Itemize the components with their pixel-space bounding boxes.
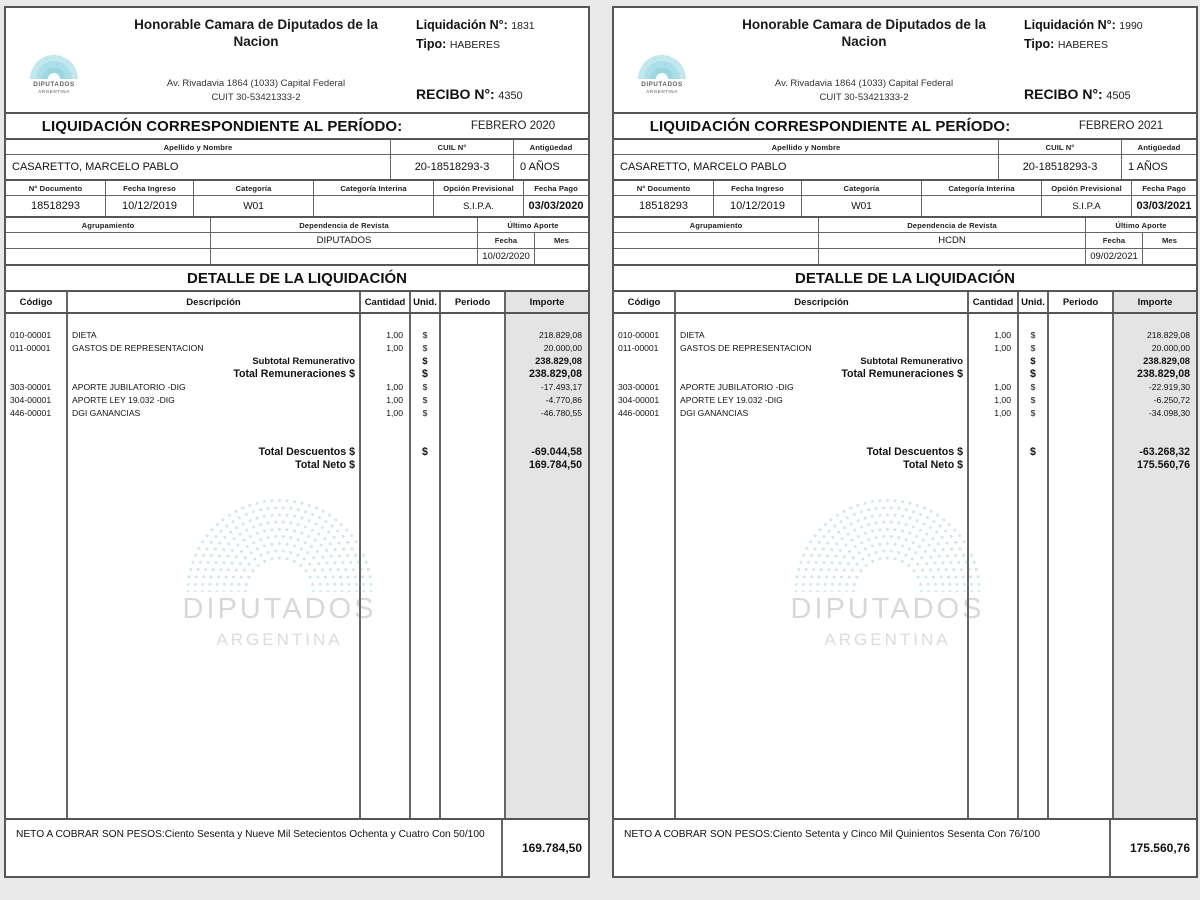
header-center bbox=[710, 8, 1018, 112]
detail-cell-descripcion: DGI GANANCIAS bbox=[680, 407, 749, 418]
label-dependencia: Dependencia de Revista bbox=[819, 218, 1086, 232]
value-aporte-fecha: 10/02/2020 bbox=[478, 249, 535, 264]
detail-cell-codigo: 011-00001 bbox=[618, 342, 659, 353]
detail-banner: DETALLE DE LA LIQUIDACIÓN bbox=[614, 266, 1196, 292]
column-codigo bbox=[614, 314, 676, 818]
detail-cell-descripcion: Total Remuneraciones $ bbox=[841, 367, 963, 380]
detail-cell-periodo bbox=[1049, 445, 1112, 458]
detail-cell-importe: -46.780,55 bbox=[540, 407, 582, 418]
value-categoria: W01 bbox=[802, 196, 922, 216]
label-categoria-interina: Categoría Interina bbox=[314, 181, 434, 195]
recibo-label: RECIBO N°: bbox=[416, 86, 495, 102]
detail-cell-periodo bbox=[1049, 354, 1112, 367]
label-apellido-nombre: Apellido y Nombre bbox=[614, 140, 999, 154]
detail-cell-cantidad: 1,00 bbox=[994, 329, 1011, 340]
detail-cell-unidad: $ bbox=[422, 329, 428, 340]
label-agrupamiento: Agrupamiento bbox=[614, 218, 819, 232]
detail-cell-importe: 218.829,08 bbox=[538, 329, 582, 340]
label-ultimo-aporte: Último Aporte bbox=[1115, 220, 1167, 230]
detail-cell-periodo bbox=[1049, 341, 1112, 354]
column-periodo bbox=[441, 314, 506, 818]
label-antiguedad: Antigüedad bbox=[529, 142, 573, 152]
detail-cell-cantidad bbox=[361, 458, 409, 471]
value-cuil: 20-18518293-3 bbox=[999, 155, 1122, 179]
detail-table-body bbox=[6, 314, 588, 820]
detail-table-header bbox=[6, 292, 588, 314]
label-fecha-pago: Fecha Pago bbox=[1142, 183, 1186, 193]
column-periodo bbox=[1049, 314, 1114, 818]
detail-cell-periodo bbox=[441, 458, 504, 471]
watermark-line-1: DIPUTADOS bbox=[182, 593, 377, 625]
detail-cell-unidad bbox=[1019, 458, 1047, 471]
detail-cell-unidad: $ bbox=[1030, 355, 1036, 366]
value-aporte-fecha: 09/02/2021 bbox=[1086, 249, 1143, 264]
detail-cell-importe: -4.770,86 bbox=[545, 394, 582, 405]
label-antiguedad: Antigüedad bbox=[1137, 142, 1181, 152]
detail-cell-descripcion: Total Descuentos $ bbox=[866, 445, 963, 458]
detail-cell-codigo bbox=[614, 367, 674, 380]
detail-cell-unidad: $ bbox=[1030, 381, 1036, 392]
label-opcion-previsional: Opción Previsional bbox=[434, 181, 524, 195]
payslip-document-2 bbox=[612, 6, 1198, 878]
address-line-1: Av. Rivadavia 1864 (1033) Capital Federal bbox=[774, 78, 954, 90]
detail-cell-cantidad bbox=[969, 458, 1017, 471]
value-apellido-nombre: CASARETTO, MARCELO PABLO bbox=[6, 155, 391, 179]
header-center bbox=[102, 8, 410, 112]
detail-cell-importe: -22.919,30 bbox=[1148, 381, 1190, 392]
detail-cell-codigo: 010-00001 bbox=[618, 329, 660, 340]
document-value-row bbox=[614, 196, 1196, 218]
detail-cell-cantidad bbox=[969, 445, 1017, 458]
detail-cell-codigo: 303-00001 bbox=[10, 381, 52, 392]
detail-cell-periodo bbox=[441, 380, 504, 393]
footer-amount-in-words: NETO A COBRAR SON PESOS:Ciento Sesenta y Nueve Mil Setecientos Ochenta y Cuatro Con 50/100 bbox=[6, 820, 503, 876]
label-agrupamiento: Agrupamiento bbox=[6, 218, 211, 232]
value-categoria-interina bbox=[922, 196, 1042, 216]
spacer-dependencia bbox=[211, 249, 478, 264]
header-unidad: Unid. bbox=[411, 292, 441, 312]
detail-cell-descripcion: APORTE JUBILATORIO -DIG bbox=[72, 381, 186, 392]
header-logo bbox=[6, 8, 102, 112]
liquidacion-value: 1990 bbox=[1119, 20, 1143, 32]
detail-cell-periodo bbox=[441, 341, 504, 354]
detail-cell-importe: 238.829,08 bbox=[1143, 355, 1190, 366]
period-value: FEBRERO 2021 bbox=[1078, 120, 1164, 132]
value-fecha-ingreso: 10/12/2019 bbox=[714, 196, 802, 216]
detail-banner: DETALLE DE LA LIQUIDACIÓN bbox=[6, 266, 588, 292]
period-banner bbox=[614, 114, 1196, 140]
detail-cell-importe: 218.829,08 bbox=[1146, 329, 1190, 340]
period-banner bbox=[6, 114, 588, 140]
period-value: FEBRERO 2020 bbox=[470, 120, 556, 132]
detail-cell-descripcion: Subtotal Remunerativo bbox=[252, 355, 355, 366]
liquidacion-label: Liquidación N°: bbox=[1024, 18, 1116, 32]
diputados-arch-logo-icon bbox=[26, 33, 82, 79]
detail-cell-codigo bbox=[6, 458, 66, 471]
value-opcion-previsional: S.I.P.A. bbox=[434, 196, 524, 216]
header-importe: Importe bbox=[506, 292, 588, 312]
detail-cell-cantidad bbox=[969, 367, 1017, 380]
value-categoria: W01 bbox=[194, 196, 314, 216]
detail-cell-periodo bbox=[441, 354, 504, 367]
detail-cell-cantidad bbox=[361, 367, 409, 380]
organization-address bbox=[106, 77, 406, 106]
column-cantidad bbox=[361, 314, 411, 818]
detail-cell-cantidad: 1,00 bbox=[994, 394, 1011, 405]
revista-label-row bbox=[6, 218, 588, 233]
header-logo bbox=[614, 8, 710, 112]
detail-cell-cantidad: 1,00 bbox=[994, 342, 1011, 353]
liquidacion-field bbox=[416, 18, 582, 32]
detail-cell-codigo: 304-00001 bbox=[618, 394, 660, 405]
detail-cell-unidad: $ bbox=[1030, 342, 1036, 353]
label-categoria-interina: Categoría Interina bbox=[922, 181, 1042, 195]
detail-cell-codigo: 304-00001 bbox=[10, 394, 52, 405]
aporte-value-row bbox=[6, 249, 588, 266]
column-unidad bbox=[411, 314, 441, 818]
detail-cell-descripcion: GASTOS DE REPRESENTACION bbox=[680, 342, 812, 353]
detail-cell-cantidad bbox=[361, 445, 409, 458]
employee-value-row bbox=[6, 155, 588, 181]
detail-cell-periodo bbox=[1049, 458, 1112, 471]
detail-cell-unidad: $ bbox=[422, 342, 428, 353]
header-cantidad: Cantidad bbox=[361, 292, 411, 312]
watermark-line-2: ARGENTINA bbox=[824, 630, 951, 649]
detail-cell-codigo: 010-00001 bbox=[10, 329, 52, 340]
label-dependencia: Dependencia de Revista bbox=[211, 218, 478, 232]
value-apellido-nombre: CASARETTO, MARCELO PABLO bbox=[614, 155, 999, 179]
label-categoria: Categoría bbox=[194, 181, 314, 195]
value-antiguedad: 1 AÑOS bbox=[1128, 161, 1168, 173]
revista-value-row bbox=[614, 233, 1196, 249]
label-categoria: Categoría bbox=[802, 181, 922, 195]
value-fecha-pago: 03/03/2021 bbox=[1136, 200, 1192, 212]
value-aporte-mes bbox=[535, 249, 588, 264]
value-opcion-previsional: S.I.P.A bbox=[1042, 196, 1132, 216]
label-nro-documento: N° Documento bbox=[614, 181, 714, 195]
label-aporte-fecha: Fecha bbox=[478, 233, 535, 248]
value-dependencia: DIPUTADOS bbox=[211, 233, 478, 248]
organization-address bbox=[714, 77, 1014, 106]
value-nro-documento: 18518293 bbox=[6, 196, 106, 216]
label-fecha-pago: Fecha Pago bbox=[534, 183, 578, 193]
spacer-agrupamiento bbox=[6, 249, 211, 264]
detail-cell-unidad: $ bbox=[1030, 445, 1036, 458]
detail-cell-unidad: $ bbox=[422, 445, 428, 458]
detail-cell-importe: 20.000,00 bbox=[1151, 342, 1190, 353]
header-periodo: Periodo bbox=[1049, 292, 1114, 312]
detail-cell-descripcion: Total Neto $ bbox=[903, 458, 963, 471]
label-ultimo-aporte: Último Aporte bbox=[507, 220, 559, 230]
detail-cell-descripcion: DIETA bbox=[72, 329, 97, 340]
period-title: LIQUIDACIÓN CORRESPONDIENTE AL PERÍODO: bbox=[649, 117, 1011, 135]
detail-cell-descripcion: APORTE LEY 19.032 -DIG bbox=[72, 394, 175, 405]
value-cuil: 20-18518293-3 bbox=[391, 155, 514, 179]
detail-cell-descripcion: APORTE LEY 19.032 -DIG bbox=[680, 394, 783, 405]
detail-cell-periodo bbox=[1049, 406, 1112, 419]
watermark-line-1: DIPUTADOS bbox=[790, 593, 985, 625]
detail-cell-unidad: $ bbox=[422, 355, 428, 366]
detail-cell-descripcion: DIETA bbox=[680, 329, 705, 340]
detail-cell-descripcion: Total Descuentos $ bbox=[258, 445, 355, 458]
employee-value-row bbox=[614, 155, 1196, 181]
detail-cell-codigo bbox=[6, 367, 66, 380]
detail-cell-unidad: $ bbox=[422, 394, 428, 405]
detail-cell-cantidad: 1,00 bbox=[994, 407, 1011, 418]
document-label-row bbox=[6, 181, 588, 196]
liquidacion-field bbox=[1024, 18, 1190, 32]
tipo-field bbox=[1024, 37, 1190, 51]
header-descripcion: Descripción bbox=[676, 292, 969, 312]
header-codigo: Código bbox=[614, 292, 676, 312]
detail-cell-cantidad: 1,00 bbox=[386, 407, 403, 418]
detail-cell-periodo bbox=[1049, 393, 1112, 406]
header-descripcion: Descripción bbox=[68, 292, 361, 312]
column-importe bbox=[1114, 314, 1196, 818]
recibo-value: 4350 bbox=[498, 90, 523, 102]
document-value-row bbox=[6, 196, 588, 218]
detail-cell-unidad: $ bbox=[1030, 394, 1036, 405]
value-antiguedad: 0 AÑOS bbox=[520, 161, 560, 173]
payslip-document-1 bbox=[4, 6, 590, 878]
detail-cell-cantidad: 1,00 bbox=[386, 394, 403, 405]
detail-cell-importe: 169.784,50 bbox=[528, 458, 582, 471]
value-fecha-pago: 03/03/2020 bbox=[528, 200, 584, 212]
tipo-field bbox=[416, 37, 582, 51]
logo-sublabel: ARGENTINA bbox=[646, 88, 678, 94]
detail-cell-periodo bbox=[1049, 328, 1112, 341]
detail-table-header bbox=[614, 292, 1196, 314]
employee-label-row bbox=[614, 140, 1196, 155]
detail-cell-periodo bbox=[1049, 367, 1112, 380]
document-footer bbox=[614, 820, 1196, 876]
value-fecha-ingreso: 10/12/2019 bbox=[106, 196, 194, 216]
header-codigo: Código bbox=[6, 292, 68, 312]
revista-label-row bbox=[614, 218, 1196, 233]
value-dependencia: HCDN bbox=[819, 233, 1086, 248]
column-descripcion bbox=[676, 314, 969, 818]
detail-table-body bbox=[614, 314, 1196, 820]
recibo-field bbox=[416, 86, 582, 102]
detail-cell-descripcion: APORTE JUBILATORIO -DIG bbox=[680, 381, 794, 392]
detail-cell-descripcion: DGI GANANCIAS bbox=[72, 407, 141, 418]
detail-cell-periodo bbox=[441, 367, 504, 380]
detail-cell-periodo bbox=[1049, 380, 1112, 393]
tipo-value: HABERES bbox=[449, 39, 500, 51]
detail-cell-importe: 238.829,08 bbox=[1136, 367, 1190, 380]
column-cantidad bbox=[969, 314, 1019, 818]
document-footer bbox=[6, 820, 588, 876]
tipo-label: Tipo: bbox=[416, 37, 447, 51]
detail-cell-codigo bbox=[614, 458, 674, 471]
detail-cell-importe: -17.493,17 bbox=[540, 381, 582, 392]
detail-cell-cantidad bbox=[969, 354, 1017, 367]
value-agrupamiento bbox=[6, 233, 211, 248]
spacer-dependencia bbox=[819, 249, 1086, 264]
value-aporte-mes bbox=[1143, 249, 1196, 264]
detail-cell-descripcion: Total Neto $ bbox=[295, 458, 355, 471]
recibo-label: RECIBO N°: bbox=[1024, 86, 1103, 102]
detail-cell-cantidad: 1,00 bbox=[386, 329, 403, 340]
logo-label: DIPUTADOS bbox=[641, 80, 683, 88]
label-fecha-ingreso: Fecha Ingreso bbox=[106, 181, 194, 195]
value-agrupamiento bbox=[614, 233, 819, 248]
detail-cell-importe: 238.829,08 bbox=[528, 367, 582, 380]
column-importe bbox=[506, 314, 588, 818]
label-fecha-ingreso: Fecha Ingreso bbox=[714, 181, 802, 195]
detail-cell-importe: -69.044,58 bbox=[531, 445, 582, 458]
detail-cell-codigo bbox=[6, 445, 66, 458]
detail-cell-importe: 238.829,08 bbox=[535, 355, 582, 366]
header-importe: Importe bbox=[1114, 292, 1196, 312]
detail-cell-periodo bbox=[441, 328, 504, 341]
diputados-arch-logo-icon bbox=[634, 33, 690, 79]
detail-cell-codigo: 303-00001 bbox=[618, 381, 660, 392]
revista-value-row bbox=[6, 233, 588, 249]
logo-sublabel: ARGENTINA bbox=[38, 88, 70, 94]
aporte-value-row bbox=[614, 249, 1196, 266]
detail-cell-importe: 175.560,76 bbox=[1136, 458, 1190, 471]
document-label-row bbox=[614, 181, 1196, 196]
label-opcion-previsional: Opción Previsional bbox=[1042, 181, 1132, 195]
label-aporte-mes: Mes bbox=[1161, 236, 1178, 245]
column-unidad bbox=[1019, 314, 1049, 818]
detail-cell-unidad: $ bbox=[1030, 407, 1036, 418]
document-header bbox=[614, 8, 1196, 114]
label-apellido-nombre: Apellido y Nombre bbox=[6, 140, 391, 154]
tipo-label: Tipo: bbox=[1024, 37, 1055, 51]
detail-cell-cantidad: 1,00 bbox=[386, 381, 403, 392]
header-meta bbox=[1018, 8, 1196, 112]
liquidacion-value: 1831 bbox=[511, 20, 535, 32]
spacer-agrupamiento bbox=[614, 249, 819, 264]
detail-cell-descripcion: Total Remuneraciones $ bbox=[233, 367, 355, 380]
label-cuil: CUIL N° bbox=[999, 140, 1122, 154]
detail-cell-codigo bbox=[614, 445, 674, 458]
detail-cell-codigo: 446-00001 bbox=[618, 407, 660, 418]
detail-cell-importe: 20.000,00 bbox=[543, 342, 582, 353]
detail-cell-periodo bbox=[441, 393, 504, 406]
employee-label-row bbox=[6, 140, 588, 155]
detail-cell-descripcion: GASTOS DE REPRESENTACION bbox=[72, 342, 204, 353]
liquidacion-label: Liquidación N°: bbox=[416, 18, 508, 32]
detail-cell-cantidad bbox=[361, 354, 409, 367]
detail-cell-unidad: $ bbox=[422, 407, 428, 418]
detail-cell-codigo bbox=[614, 354, 674, 367]
address-line-1: Av. Rivadavia 1864 (1033) Capital Federal bbox=[166, 78, 346, 90]
label-cuil: CUIL N° bbox=[391, 140, 514, 154]
watermark-line-2: ARGENTINA bbox=[216, 630, 343, 649]
tipo-value: HABERES bbox=[1057, 39, 1108, 51]
detail-cell-codigo: 446-00001 bbox=[10, 407, 52, 418]
label-aporte-fecha: Fecha bbox=[1086, 233, 1143, 248]
value-nro-documento: 18518293 bbox=[614, 196, 714, 216]
detail-cell-periodo bbox=[441, 445, 504, 458]
detail-cell-unidad: $ bbox=[422, 381, 428, 392]
header-periodo: Periodo bbox=[441, 292, 506, 312]
address-cuit: CUIT 30-53421333-2 bbox=[819, 91, 909, 103]
detail-cell-unidad: $ bbox=[1030, 367, 1036, 380]
detail-cell-codigo: 011-00001 bbox=[10, 342, 51, 353]
header-meta bbox=[410, 8, 588, 112]
recibo-value: 4505 bbox=[1106, 90, 1131, 102]
detail-cell-cantidad: 1,00 bbox=[994, 381, 1011, 392]
footer-net-amount: 175.560,76 bbox=[1129, 841, 1190, 855]
label-nro-documento: N° Documento bbox=[6, 181, 106, 195]
organization-title: Honorable Camara de Diputados de la Nacion bbox=[134, 17, 378, 49]
footer-amount-in-words: NETO A COBRAR SON PESOS:Ciento Setenta y Cinco Mil Quinientos Sesenta Con 76/100 bbox=[614, 820, 1111, 876]
header-cantidad: Cantidad bbox=[969, 292, 1019, 312]
detail-cell-unidad: $ bbox=[1030, 329, 1036, 340]
detail-cell-importe: -63.268,32 bbox=[1139, 445, 1190, 458]
label-aporte-mes: Mes bbox=[553, 236, 570, 245]
recibo-field bbox=[1024, 86, 1190, 102]
header-unidad: Unid. bbox=[1019, 292, 1049, 312]
period-title: LIQUIDACIÓN CORRESPONDIENTE AL PERÍODO: bbox=[41, 117, 403, 135]
document-header bbox=[6, 8, 588, 114]
address-cuit: CUIT 30-53421333-2 bbox=[211, 91, 301, 103]
detail-cell-unidad: $ bbox=[422, 367, 428, 380]
detail-cell-periodo bbox=[441, 406, 504, 419]
detail-cell-descripcion: Subtotal Remunerativo bbox=[860, 355, 963, 366]
column-codigo bbox=[6, 314, 68, 818]
detail-cell-importe: -34.098,30 bbox=[1148, 407, 1190, 418]
organization-title: Honorable Camara de Diputados de la Nacion bbox=[742, 17, 986, 49]
logo-label: DIPUTADOS bbox=[33, 80, 75, 88]
value-categoria-interina bbox=[314, 196, 434, 216]
column-descripcion bbox=[68, 314, 361, 818]
detail-cell-cantidad: 1,00 bbox=[386, 342, 403, 353]
detail-cell-importe: -6.250,72 bbox=[1153, 394, 1190, 405]
footer-net-amount: 169.784,50 bbox=[521, 841, 582, 855]
detail-cell-unidad bbox=[411, 458, 439, 471]
detail-cell-codigo bbox=[6, 354, 66, 367]
